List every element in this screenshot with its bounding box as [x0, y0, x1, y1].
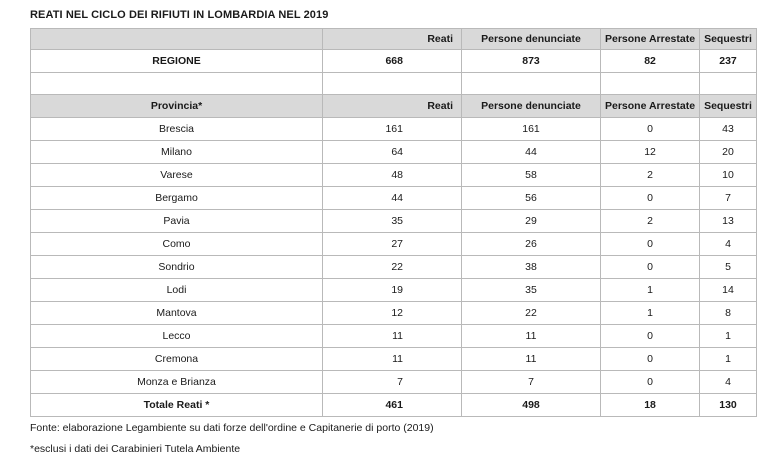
- table-row: [31, 210, 757, 233]
- province-reati: 12: [323, 302, 462, 325]
- regione-row: [31, 50, 757, 73]
- totale-denunciate: 498: [462, 394, 601, 417]
- province-reati: 11: [323, 348, 462, 371]
- table-title: REATI NEL CICLO DEI RIFIUTI IN LOMBARDIA NEL 2019: [30, 9, 329, 21]
- province-sequestri: 10: [700, 164, 757, 187]
- header-sequestri: Sequestri: [700, 29, 757, 50]
- table-row: [31, 256, 757, 279]
- province-name: Bergamo: [31, 187, 323, 210]
- table-row: [31, 302, 757, 325]
- province-arrestate: 2: [601, 164, 700, 187]
- province-sequestri: 20: [700, 141, 757, 164]
- header-persone-arrestate: Persone Arrestate: [601, 29, 700, 50]
- province-denunciate: 44: [462, 141, 601, 164]
- province-reati: 19: [323, 279, 462, 302]
- province-arrestate: 1: [601, 302, 700, 325]
- province-sequestri: 5: [700, 256, 757, 279]
- province-name: Cremona: [31, 348, 323, 371]
- crimes-table: [30, 28, 757, 417]
- table-row: [31, 141, 757, 164]
- province-denunciate: 11: [462, 348, 601, 371]
- header-persone-arrestate: Persone Arrestate: [601, 95, 700, 118]
- province-sequestri: 14: [700, 279, 757, 302]
- regione-label: REGIONE: [31, 50, 323, 73]
- regione-sequestri: 237: [700, 50, 757, 73]
- province-denunciate: 38: [462, 256, 601, 279]
- header-empty-cell: [31, 29, 323, 50]
- table-row: [31, 325, 757, 348]
- table-row: [31, 118, 757, 141]
- province-name: Brescia: [31, 118, 323, 141]
- province-denunciate: 58: [462, 164, 601, 187]
- header-reati: Reati: [323, 95, 462, 118]
- spacer-cell: [601, 73, 700, 95]
- source-note: Fonte: elaborazione Legambiente su dati forze dell'ordine e Capitanerie di porto (2019): [30, 422, 434, 434]
- province-reati: 161: [323, 118, 462, 141]
- province-sequestri: 43: [700, 118, 757, 141]
- province-sequestri: 13: [700, 210, 757, 233]
- province-reati: 35: [323, 210, 462, 233]
- province-denunciate: 26: [462, 233, 601, 256]
- province-denunciate: 7: [462, 371, 601, 394]
- province-arrestate: 12: [601, 141, 700, 164]
- spacer-cell: [462, 73, 601, 95]
- province-sequestri: 8: [700, 302, 757, 325]
- province-denunciate: 11: [462, 325, 601, 348]
- table-row: [31, 279, 757, 302]
- province-arrestate: 2: [601, 210, 700, 233]
- province-name: Como: [31, 233, 323, 256]
- province-sequestri: 4: [700, 371, 757, 394]
- province-arrestate: 0: [601, 256, 700, 279]
- province-denunciate: 161: [462, 118, 601, 141]
- totale-row: [31, 394, 757, 417]
- province-reati: 44: [323, 187, 462, 210]
- province-sequestri: 1: [700, 325, 757, 348]
- province-name: Pavia: [31, 210, 323, 233]
- province-arrestate: 0: [601, 371, 700, 394]
- table-row: [31, 164, 757, 187]
- province-arrestate: 0: [601, 348, 700, 371]
- header-provincia: Provincia*: [31, 95, 323, 118]
- table-row: [31, 348, 757, 371]
- totale-reati: 461: [323, 394, 462, 417]
- province-reati: 22: [323, 256, 462, 279]
- province-denunciate: 56: [462, 187, 601, 210]
- province-sequestri: 1: [700, 348, 757, 371]
- header-persone-denunciate: Persone denunciate: [462, 29, 601, 50]
- totale-label: Totale Reati *: [31, 394, 323, 417]
- province-reati: 7: [323, 371, 462, 394]
- province-name: Varese: [31, 164, 323, 187]
- spacer-cell: [700, 73, 757, 95]
- spacer-row: [31, 73, 757, 95]
- totale-arrestate: 18: [601, 394, 700, 417]
- table-row: [31, 187, 757, 210]
- province-reati: 11: [323, 325, 462, 348]
- province-name: Sondrio: [31, 256, 323, 279]
- province-arrestate: 0: [601, 325, 700, 348]
- spacer-cell: [323, 73, 462, 95]
- header-persone-denunciate: Persone denunciate: [462, 95, 601, 118]
- province-denunciate: 22: [462, 302, 601, 325]
- province-denunciate: 29: [462, 210, 601, 233]
- province-reati: 48: [323, 164, 462, 187]
- province-reati: 27: [323, 233, 462, 256]
- table-row: [31, 371, 757, 394]
- province-reati: 64: [323, 141, 462, 164]
- province-arrestate: 0: [601, 118, 700, 141]
- totale-sequestri: 130: [700, 394, 757, 417]
- regione-reati: 668: [323, 50, 462, 73]
- province-name: Lodi: [31, 279, 323, 302]
- province-arrestate: 0: [601, 233, 700, 256]
- table-row: [31, 233, 757, 256]
- province-denunciate: 35: [462, 279, 601, 302]
- header-sequestri: Sequestri: [700, 95, 757, 118]
- spacer-cell: [31, 73, 323, 95]
- province-sequestri: 7: [700, 187, 757, 210]
- province-header-row: [31, 95, 757, 118]
- regione-arrestate: 82: [601, 50, 700, 73]
- province-name: Mantova: [31, 302, 323, 325]
- footnote: *esclusi i dati dei Carabinieri Tutela Ambiente: [30, 443, 241, 455]
- regione-denunciate: 873: [462, 50, 601, 73]
- regione-header-row: [31, 29, 757, 50]
- province-name: Lecco: [31, 325, 323, 348]
- header-reati: Reati: [323, 29, 462, 50]
- province-arrestate: 1: [601, 279, 700, 302]
- province-name: Milano: [31, 141, 323, 164]
- province-sequestri: 4: [700, 233, 757, 256]
- province-arrestate: 0: [601, 187, 700, 210]
- province-name: Monza e Brianza: [31, 371, 323, 394]
